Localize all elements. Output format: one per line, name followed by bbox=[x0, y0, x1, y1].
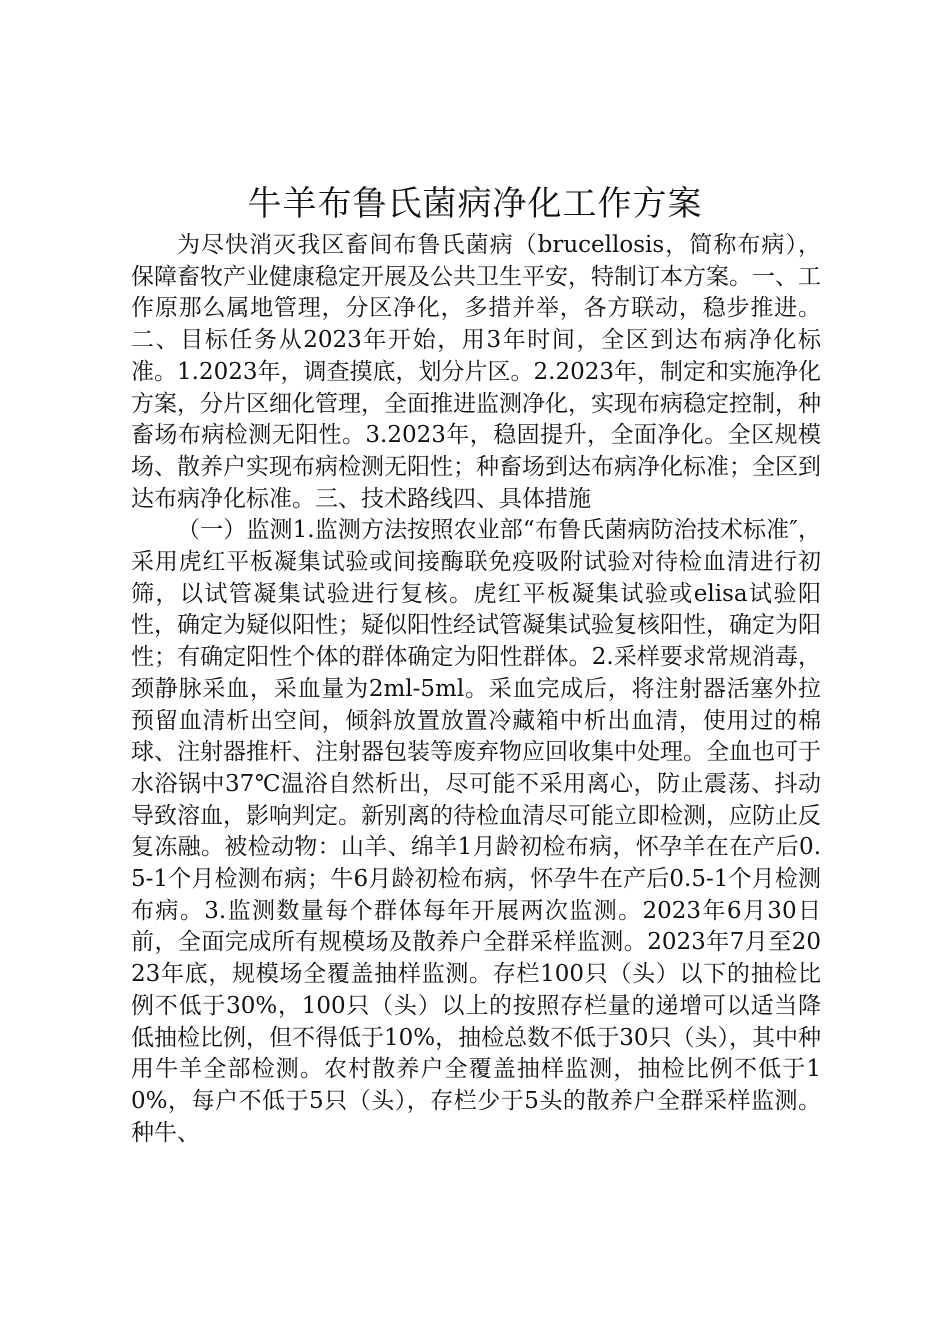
document-body bbox=[131, 230, 821, 1149]
document-title: 牛羊布鲁氏菌病净化工作方案 bbox=[247, 184, 703, 224]
paragraph-monitoring: （一）监测1.监测方法按照农业部“布鲁氏菌病防治技术标准″，采用虎红平板凝集试验或间接酶联免疫吸附试验对待检血清进行初筛，以试管凝集试验进行复核。虎红平板凝集试验或elisa试验阳性，确定为疑似阳性；疑似阳性经试管凝集试验复核阳性，确定为阳性；有确定阳性个体的群体确定为阳性群体。2.采样要求常规消毒，颈静脉采血，采血量为2ml-5ml。采血完成后，将注射器活塞外拉预留血清析出空间，倾斜放置放置冷藏箱中析出血清，使用过的棉球、注射器推杆、注射器包装等废弃物应回收集中处理。全血也可于水浴锅中37℃温浴自然析出，尽可能不采用离心，防止震荡、抖动导致溶血，影响判定。新别离的待检血清尽可能立即检测，应防止反复冻融。被检动物：山羊、绵羊1月龄初检布病，怀孕羊在在产后0.5-1个月检测布病；牛6月龄初检布病，怀孕牛在产后0.5-1个月检测布病。3.监测数量每个群体每年开展两次监测。2023年6月30日前，全面完成所有规模场及散养户全群采样监测。2023年7月至2023年底，规模场全覆盖抽样监测。存栏100只（头）以下的抽检比例不低于30%，100只（头）以上的按照存栏量的递增可以适当降低抽检比例，但不得低于10%，抽检总数不低于30只（头），其中种用牛羊全部检测。农村散养户全覆盖抽样监测，抽检比例不低于10%，每户不低于5只（头），存栏少于5头的散养户全群采样监测。种牛、 bbox=[131, 517, 821, 1146]
paragraph-overview: 为尽快消灭我区畜间布鲁氏菌病（brucellosis，简称布病），保障畜牧产业健康稳定开展及公共卫生平安，特制订本方案。一、工作原那么属地管理，分区净化，多措并举，各方联动，稳步推进。二、目标任务从2023年开始，用3年时间，全区到达布病净化标准。1.2023年，调查摸底，划分片区。2.2023年，制定和实施净化方案，分片区细化管理，全面推进监测净化，实现布病稳定控制，种畜场布病检测无阳性。3.2023年，稳固提升，全面净化。全区规模场、散养户实现布病检测无阳性；种畜场到达布病净化标准；全区到达布病净化标准。三、技术路线四、具体措施 bbox=[131, 232, 821, 512]
